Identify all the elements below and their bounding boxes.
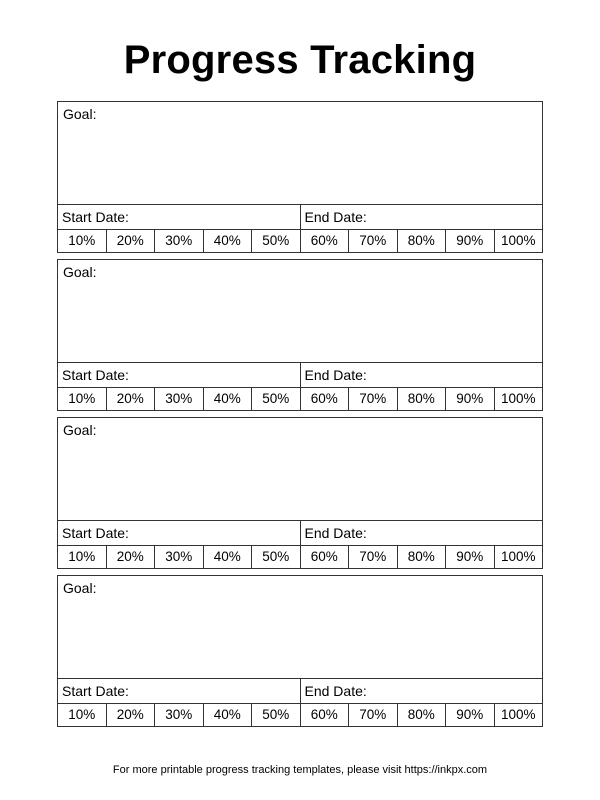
percentage-cell[interactable]: 20% xyxy=(107,388,156,410)
percentage-cell[interactable]: 90% xyxy=(446,546,495,568)
percentage-cell[interactable]: 70% xyxy=(349,230,398,252)
percentage-cell[interactable]: 10% xyxy=(58,388,107,410)
percentage-cell[interactable]: 90% xyxy=(446,388,495,410)
goal-field[interactable] xyxy=(58,260,542,363)
goal-label: Goal: xyxy=(63,106,97,122)
percentage-cell[interactable]: 10% xyxy=(58,546,107,568)
percentage-cell[interactable]: 90% xyxy=(446,704,495,726)
percentage-cell[interactable]: 100% xyxy=(500,233,536,248)
percentage-cell[interactable]: 30% xyxy=(155,704,204,726)
percentage-cell[interactable]: 40% xyxy=(204,546,253,568)
percentage-row xyxy=(58,704,542,726)
footer-note: For more printable progress tracking templates, please visit https://inkpx.com xyxy=(112,764,488,776)
start-date-field[interactable] xyxy=(58,205,301,229)
percentage-cell[interactable]: 30% xyxy=(155,388,204,410)
percentage-cell[interactable]: 50% xyxy=(252,388,301,410)
goal-label: Goal: xyxy=(63,580,97,596)
end-date-label: End Date: xyxy=(304,525,367,541)
date-row xyxy=(58,363,542,388)
date-row xyxy=(58,521,542,546)
goal-field[interactable] xyxy=(58,102,542,205)
percentage-cell[interactable]: 90% xyxy=(446,230,495,252)
goal-label: Goal: xyxy=(63,264,97,280)
goal-field[interactable] xyxy=(58,576,542,679)
percentage-cell[interactable]: 40% xyxy=(204,388,253,410)
start-date-label: Start Date: xyxy=(62,683,129,699)
percentage-cell[interactable]: 60% xyxy=(301,388,350,410)
start-date-field[interactable] xyxy=(58,521,301,545)
percentage-cell[interactable]: 60% xyxy=(301,704,350,726)
percentage-cell[interactable]: 80% xyxy=(398,388,447,410)
percentage-cell[interactable]: 50% xyxy=(252,546,301,568)
percentage-cell[interactable]: 20% xyxy=(107,230,156,252)
percentage-cell[interactable]: 20% xyxy=(107,546,156,568)
percentage-row xyxy=(58,388,542,410)
percentage-cell[interactable]: 50% xyxy=(252,230,301,252)
percentage-cell[interactable]: 60% xyxy=(301,546,350,568)
percentage-cell[interactable]: 80% xyxy=(398,546,447,568)
start-date-label: Start Date: xyxy=(62,525,129,541)
percentage-cell[interactable]: 80% xyxy=(398,230,447,252)
end-date-label: End Date: xyxy=(304,209,367,225)
tracking-block xyxy=(57,101,543,253)
goal-label: Goal: xyxy=(63,422,97,438)
end-date-label: End Date: xyxy=(304,367,367,383)
goal-field[interactable] xyxy=(58,418,542,521)
percentage-row xyxy=(58,230,542,252)
percentage-cell[interactable]: 70% xyxy=(349,704,398,726)
end-date-field[interactable] xyxy=(301,363,543,387)
percentage-cell[interactable]: 50% xyxy=(252,704,301,726)
percentage-cell[interactable]: 30% xyxy=(155,546,204,568)
start-date-field[interactable] xyxy=(58,679,301,703)
percentage-cell[interactable]: 40% xyxy=(204,230,253,252)
end-date-field[interactable] xyxy=(301,205,543,229)
percentage-cell[interactable]: 40% xyxy=(204,704,253,726)
page-title: Progress Tracking xyxy=(123,38,477,82)
end-date-label: End Date: xyxy=(304,683,367,699)
tracking-block xyxy=(57,575,543,727)
percentage-cell[interactable]: 100% xyxy=(500,549,536,564)
start-date-label: Start Date: xyxy=(62,367,129,383)
date-row xyxy=(58,205,542,230)
percentage-cell[interactable]: 80% xyxy=(398,704,447,726)
end-date-field[interactable] xyxy=(301,521,543,545)
start-date-field[interactable] xyxy=(58,363,301,387)
percentage-cell[interactable]: 100% xyxy=(500,707,536,722)
percentage-cell[interactable]: 10% xyxy=(58,704,107,726)
percentage-cell[interactable]: 60% xyxy=(301,230,350,252)
tracking-block xyxy=(57,259,543,411)
percentage-cell[interactable]: 70% xyxy=(349,388,398,410)
end-date-field[interactable] xyxy=(301,679,543,703)
date-row xyxy=(58,679,542,704)
percentage-cell[interactable]: 20% xyxy=(107,704,156,726)
percentage-cell[interactable]: 70% xyxy=(349,546,398,568)
start-date-label: Start Date: xyxy=(62,209,129,225)
percentage-cell[interactable]: 30% xyxy=(155,230,204,252)
tracking-block xyxy=(57,417,543,569)
tracking-blocks xyxy=(57,101,543,733)
percentage-cell[interactable]: 100% xyxy=(500,391,536,406)
percentage-row xyxy=(58,546,542,568)
percentage-cell[interactable]: 10% xyxy=(58,230,107,252)
